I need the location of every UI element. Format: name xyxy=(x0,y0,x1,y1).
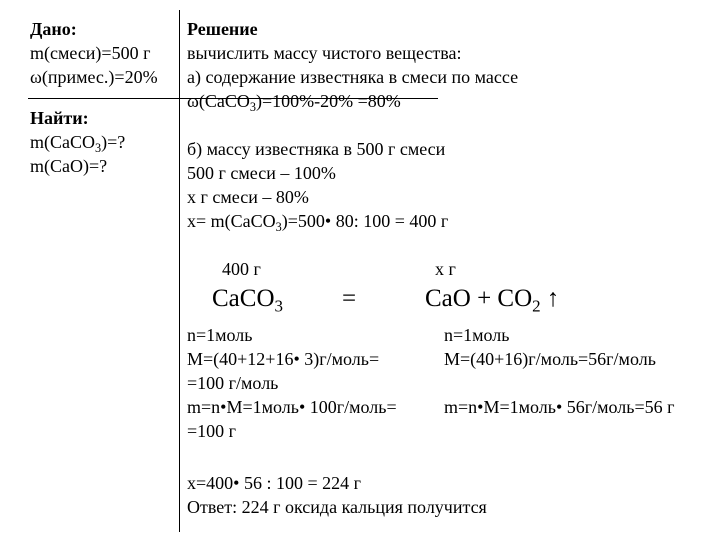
find-caco3-text: m(CaCO xyxy=(30,132,95,152)
find-heading: Найти: xyxy=(30,108,89,128)
equation-left-text: CaCO xyxy=(212,285,275,312)
result-answer: Ответ: 224 г оксида кальция получится xyxy=(187,497,487,517)
calc-left-line-2: M=(40+12+16• 3)г/моль= xyxy=(187,349,380,369)
calc-right-line-3: m=n•M=1моль• 56г/моль=56 г xyxy=(444,397,675,417)
solution-b-line-4-tail: )=500• 80: 100 = 400 г xyxy=(281,211,449,231)
find-cao: m(CaO)=? xyxy=(30,156,108,176)
result-calculation: х=400• 56 : 100 = 224 г xyxy=(187,473,361,493)
find-caco3-tail: )=? xyxy=(101,132,126,152)
solution-b-line-4-sub: 3 xyxy=(275,219,282,234)
column-divider xyxy=(179,10,180,532)
solution-line-2: а) содержание известняка в смеси по массе xyxy=(187,67,519,87)
given-mass: m(смеси)=500 г xyxy=(30,43,151,63)
solution-line-3-sub: 3 xyxy=(249,99,256,114)
solution-line-3-tail: )=100%-20% =80% xyxy=(255,91,401,111)
calc-left-line-3: =100 г/моль xyxy=(187,373,279,393)
equation-left-sub: 3 xyxy=(274,296,283,316)
find-caco3 xyxy=(30,131,125,153)
equation-above-left: 400 г xyxy=(222,259,261,279)
calc-left-line-5: =100 г xyxy=(187,421,237,441)
given-heading: Дано: xyxy=(30,19,77,39)
solution-line-3-text: ω(CaCO xyxy=(187,91,250,111)
equation-above-right: х г xyxy=(435,259,456,279)
solution-b-line-4 xyxy=(187,210,448,232)
solution-line-3 xyxy=(187,90,401,112)
equation-right xyxy=(425,284,559,314)
equation-left xyxy=(212,284,283,314)
solution-heading: Решение xyxy=(187,19,258,39)
given-impurity: ω(примес.)=20% xyxy=(30,67,158,87)
calc-right-line-2: M=(40+16)г/моль=56г/моль xyxy=(444,349,656,369)
equation-right-sub: 2 xyxy=(532,296,541,316)
calc-right-line-1: n=1моль xyxy=(444,325,510,345)
find-caco3-sub: 3 xyxy=(95,140,102,155)
solution-line-1: вычислить массу чистого вещества: xyxy=(187,43,462,63)
equation-equals: = xyxy=(342,285,357,312)
solution-b-line-1: б) массу известняка в 500 г смеси xyxy=(187,139,446,159)
equation-right-text: CaO + CO xyxy=(425,285,533,312)
solution-b-line-4-text: х= m(CaCO xyxy=(187,211,276,231)
equation-right-arrow: ↑ xyxy=(540,285,560,312)
calc-left-line-4: m=n•M=1моль• 100г/моль= xyxy=(187,397,397,417)
solution-b-line-2: 500 г смеси – 100% xyxy=(187,163,336,183)
solution-b-line-3: х г смеси – 80% xyxy=(187,187,309,207)
calc-left-line-1: n=1моль xyxy=(187,325,253,345)
